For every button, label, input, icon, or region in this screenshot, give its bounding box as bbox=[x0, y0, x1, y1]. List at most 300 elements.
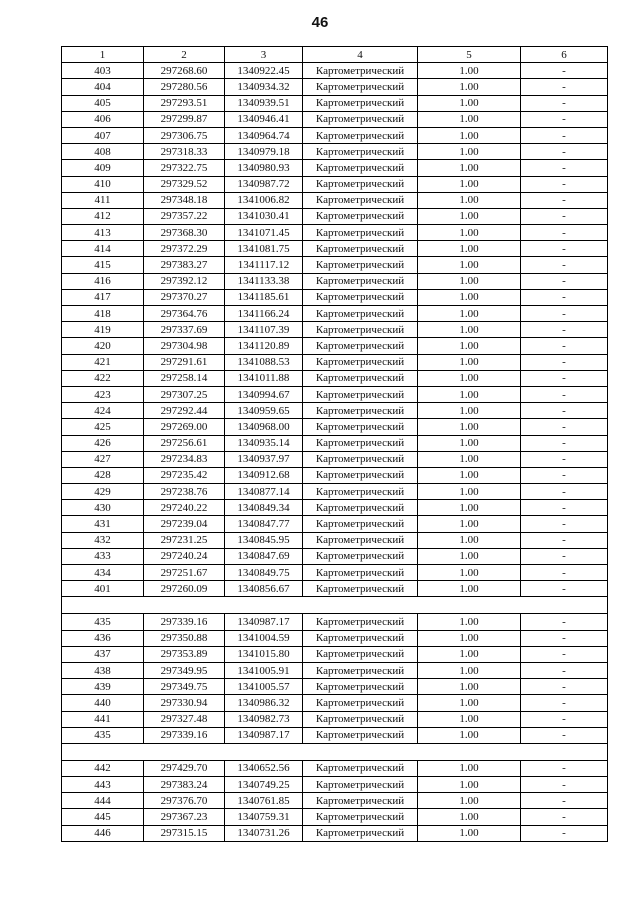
table-cell: - bbox=[521, 809, 608, 825]
table-cell: Картометрический bbox=[303, 370, 418, 386]
table-cell: 1340759.31 bbox=[225, 809, 303, 825]
table-cell: 297329.52 bbox=[144, 176, 225, 192]
table-cell bbox=[303, 743, 418, 760]
table-cell: 433 bbox=[62, 548, 144, 564]
table-cell: 1.00 bbox=[418, 241, 521, 257]
table-cell: 1.00 bbox=[418, 500, 521, 516]
table-cell: 1340761.85 bbox=[225, 793, 303, 809]
table-cell: 297239.04 bbox=[144, 516, 225, 532]
table-cell: 1340968.00 bbox=[225, 419, 303, 435]
table-cell: Картометрический bbox=[303, 192, 418, 208]
table-cell: 1.00 bbox=[418, 516, 521, 532]
table-cell: 297383.24 bbox=[144, 777, 225, 793]
table-cell bbox=[144, 743, 225, 760]
table-row bbox=[62, 111, 608, 127]
table-cell: 1.00 bbox=[418, 63, 521, 79]
table-cell: 297238.76 bbox=[144, 484, 225, 500]
table-cell: 1341005.91 bbox=[225, 662, 303, 678]
table-cell: 1340877.14 bbox=[225, 484, 303, 500]
table-cell: - bbox=[521, 144, 608, 160]
table-cell: 424 bbox=[62, 403, 144, 419]
table-cell: 1.00 bbox=[418, 679, 521, 695]
table-cell: 423 bbox=[62, 386, 144, 402]
table-cell: 421 bbox=[62, 354, 144, 370]
table-cell: Картометрический bbox=[303, 63, 418, 79]
table-cell: - bbox=[521, 516, 608, 532]
table-row bbox=[62, 386, 608, 402]
table-cell bbox=[521, 743, 608, 760]
table-cell: 432 bbox=[62, 532, 144, 548]
table-row bbox=[62, 403, 608, 419]
table-cell: - bbox=[521, 241, 608, 257]
table-cell: 1340849.75 bbox=[225, 565, 303, 581]
table-cell: - bbox=[521, 695, 608, 711]
table-row bbox=[62, 306, 608, 322]
table-cell: - bbox=[521, 306, 608, 322]
table-cell: 1.00 bbox=[418, 760, 521, 776]
table-cell: Картометрический bbox=[303, 760, 418, 776]
table-cell: 413 bbox=[62, 225, 144, 241]
table-cell: - bbox=[521, 63, 608, 79]
table-cell: - bbox=[521, 451, 608, 467]
table-cell: Картометрический bbox=[303, 727, 418, 743]
table-cell: 1341166.24 bbox=[225, 306, 303, 322]
table-row bbox=[62, 711, 608, 727]
table-cell: - bbox=[521, 289, 608, 305]
table-cell: 1.00 bbox=[418, 777, 521, 793]
column-header: 1 bbox=[62, 47, 144, 63]
table-cell: 1340847.77 bbox=[225, 516, 303, 532]
table-cell: 1340847.69 bbox=[225, 548, 303, 564]
table-cell: 1340934.32 bbox=[225, 79, 303, 95]
table-cell: 410 bbox=[62, 176, 144, 192]
table-cell: 446 bbox=[62, 825, 144, 841]
table-cell: - bbox=[521, 95, 608, 111]
table-cell: 297383.27 bbox=[144, 257, 225, 273]
table-cell: Картометрический bbox=[303, 95, 418, 111]
table-cell: 429 bbox=[62, 484, 144, 500]
table-cell: Картометрический bbox=[303, 548, 418, 564]
table-cell: 1340987.17 bbox=[225, 614, 303, 630]
table-cell: - bbox=[521, 662, 608, 678]
table-row bbox=[62, 435, 608, 451]
table-cell: 1.00 bbox=[418, 370, 521, 386]
table-cell: - bbox=[521, 370, 608, 386]
table-cell: Картометрический bbox=[303, 208, 418, 224]
table-row bbox=[62, 597, 608, 614]
table-cell: Картометрический bbox=[303, 614, 418, 630]
table-row bbox=[62, 208, 608, 224]
table-cell: 435 bbox=[62, 614, 144, 630]
table-cell: 1341005.57 bbox=[225, 679, 303, 695]
table-cell: 1.00 bbox=[418, 95, 521, 111]
table-cell: 442 bbox=[62, 760, 144, 776]
table-cell: - bbox=[521, 630, 608, 646]
table-cell: 1.00 bbox=[418, 793, 521, 809]
table-row bbox=[62, 662, 608, 678]
table-cell: 1.00 bbox=[418, 127, 521, 143]
table-cell: - bbox=[521, 825, 608, 841]
table-cell: 405 bbox=[62, 95, 144, 111]
table-row bbox=[62, 581, 608, 597]
table-cell: - bbox=[521, 711, 608, 727]
table-cell: - bbox=[521, 581, 608, 597]
table-cell bbox=[303, 597, 418, 614]
table-cell: 297372.29 bbox=[144, 241, 225, 257]
table-cell: 401 bbox=[62, 581, 144, 597]
table-cell: 1340939.51 bbox=[225, 95, 303, 111]
table-cell: 1.00 bbox=[418, 662, 521, 678]
table-row bbox=[62, 144, 608, 160]
table-cell: Картометрический bbox=[303, 289, 418, 305]
table-cell: 1.00 bbox=[418, 565, 521, 581]
table-cell: 1.00 bbox=[418, 160, 521, 176]
table-cell: 297353.89 bbox=[144, 646, 225, 662]
table-cell: 297349.95 bbox=[144, 662, 225, 678]
table-row bbox=[62, 241, 608, 257]
table-cell: 1340935.14 bbox=[225, 435, 303, 451]
table-cell: 297315.15 bbox=[144, 825, 225, 841]
table-cell bbox=[62, 743, 144, 760]
table-cell: Картометрический bbox=[303, 176, 418, 192]
table-row bbox=[62, 646, 608, 662]
table-cell: 411 bbox=[62, 192, 144, 208]
table-cell: Картометрический bbox=[303, 435, 418, 451]
table-cell: Картометрический bbox=[303, 144, 418, 160]
table-cell bbox=[225, 597, 303, 614]
table-cell: 420 bbox=[62, 338, 144, 354]
table-row bbox=[62, 679, 608, 695]
table-cell: Картометрический bbox=[303, 322, 418, 338]
table-cell: 427 bbox=[62, 451, 144, 467]
table-cell: 1.00 bbox=[418, 79, 521, 95]
table-row bbox=[62, 273, 608, 289]
table-cell: 1341004.59 bbox=[225, 630, 303, 646]
table-cell: - bbox=[521, 679, 608, 695]
table-cell: 297291.61 bbox=[144, 354, 225, 370]
table-cell: - bbox=[521, 79, 608, 95]
table-cell: - bbox=[521, 777, 608, 793]
table-cell: 1.00 bbox=[418, 548, 521, 564]
table-row bbox=[62, 95, 608, 111]
table-cell: - bbox=[521, 386, 608, 402]
table-cell: 1341107.39 bbox=[225, 322, 303, 338]
table-cell: 297376.70 bbox=[144, 793, 225, 809]
table-cell: 1340986.32 bbox=[225, 695, 303, 711]
table-cell: 297306.75 bbox=[144, 127, 225, 143]
column-header: 3 bbox=[225, 47, 303, 63]
table-cell: 297349.75 bbox=[144, 679, 225, 695]
table-cell: 403 bbox=[62, 63, 144, 79]
table-cell: 297240.24 bbox=[144, 548, 225, 564]
table-cell: 1.00 bbox=[418, 111, 521, 127]
table-cell: - bbox=[521, 257, 608, 273]
table-cell: 1.00 bbox=[418, 289, 521, 305]
column-header: 2 bbox=[144, 47, 225, 63]
table-cell: Картометрический bbox=[303, 662, 418, 678]
table-cell: - bbox=[521, 322, 608, 338]
table-cell: 1.00 bbox=[418, 306, 521, 322]
table-row bbox=[62, 565, 608, 581]
table-cell: Картометрический bbox=[303, 79, 418, 95]
table-cell: 438 bbox=[62, 662, 144, 678]
table-cell: 1341011.88 bbox=[225, 370, 303, 386]
table-cell: 1.00 bbox=[418, 727, 521, 743]
table-cell: 1340994.67 bbox=[225, 386, 303, 402]
table-cell: Картометрический bbox=[303, 403, 418, 419]
table-cell: 1340964.74 bbox=[225, 127, 303, 143]
table-cell: - bbox=[521, 225, 608, 241]
table-cell: 1340652.56 bbox=[225, 760, 303, 776]
table-cell: Картометрический bbox=[303, 306, 418, 322]
table-cell: 412 bbox=[62, 208, 144, 224]
table-cell bbox=[225, 743, 303, 760]
table-cell: 297280.56 bbox=[144, 79, 225, 95]
table-header-row bbox=[62, 47, 608, 63]
table-row bbox=[62, 516, 608, 532]
table-cell: Картометрический bbox=[303, 273, 418, 289]
table-cell: 1340922.45 bbox=[225, 63, 303, 79]
column-header: 6 bbox=[521, 47, 608, 63]
table-cell: 1341088.53 bbox=[225, 354, 303, 370]
table-row bbox=[62, 63, 608, 79]
table-cell: 297318.33 bbox=[144, 144, 225, 160]
table-row bbox=[62, 127, 608, 143]
table-cell: 297367.23 bbox=[144, 809, 225, 825]
table-cell: 297357.22 bbox=[144, 208, 225, 224]
table-row bbox=[62, 825, 608, 841]
table-cell: 1.00 bbox=[418, 532, 521, 548]
table-cell: 297258.14 bbox=[144, 370, 225, 386]
table-cell: 436 bbox=[62, 630, 144, 646]
table-row bbox=[62, 192, 608, 208]
table-cell: Картометрический bbox=[303, 225, 418, 241]
table-cell: - bbox=[521, 354, 608, 370]
table-cell: 1.00 bbox=[418, 646, 521, 662]
table-cell: 1.00 bbox=[418, 614, 521, 630]
table-cell bbox=[62, 597, 144, 614]
table-cell: 297348.18 bbox=[144, 192, 225, 208]
table-cell: 297231.25 bbox=[144, 532, 225, 548]
table-cell: 419 bbox=[62, 322, 144, 338]
page-number: 46 bbox=[311, 14, 329, 31]
table-cell: Картометрический bbox=[303, 419, 418, 435]
table-cell: Картометрический bbox=[303, 646, 418, 662]
table-cell: 1340912.68 bbox=[225, 467, 303, 483]
table-row bbox=[62, 614, 608, 630]
table-cell: Картометрический bbox=[303, 500, 418, 516]
table-cell: 430 bbox=[62, 500, 144, 516]
table-cell: 417 bbox=[62, 289, 144, 305]
table-row bbox=[62, 79, 608, 95]
table-cell: 444 bbox=[62, 793, 144, 809]
table-cell: 297392.12 bbox=[144, 273, 225, 289]
table-cell: 1340979.18 bbox=[225, 144, 303, 160]
table-cell: 1340959.65 bbox=[225, 403, 303, 419]
table-cell: 297268.60 bbox=[144, 63, 225, 79]
table-cell: 1.00 bbox=[418, 825, 521, 841]
table-cell: 1340849.34 bbox=[225, 500, 303, 516]
table-cell: Картометрический bbox=[303, 711, 418, 727]
table-cell: Картометрический bbox=[303, 241, 418, 257]
table-cell: 440 bbox=[62, 695, 144, 711]
table-cell: - bbox=[521, 419, 608, 435]
table-cell: 297368.30 bbox=[144, 225, 225, 241]
table-row bbox=[62, 777, 608, 793]
table-cell: 297339.16 bbox=[144, 727, 225, 743]
table-cell: 1341185.61 bbox=[225, 289, 303, 305]
table-cell: 297304.98 bbox=[144, 338, 225, 354]
table-cell: 406 bbox=[62, 111, 144, 127]
table-cell: 297234.83 bbox=[144, 451, 225, 467]
table-cell: 425 bbox=[62, 419, 144, 435]
table-cell: - bbox=[521, 338, 608, 354]
table-cell: 1.00 bbox=[418, 257, 521, 273]
table-cell: 414 bbox=[62, 241, 144, 257]
table-cell: - bbox=[521, 160, 608, 176]
table-cell: Картометрический bbox=[303, 111, 418, 127]
table-cell: 1.00 bbox=[418, 695, 521, 711]
table-cell: 437 bbox=[62, 646, 144, 662]
table-cell: Картометрический bbox=[303, 338, 418, 354]
table-cell: 1.00 bbox=[418, 581, 521, 597]
table-cell: 297339.16 bbox=[144, 614, 225, 630]
table-cell: 1340845.95 bbox=[225, 532, 303, 548]
table-cell: 1340731.26 bbox=[225, 825, 303, 841]
table-cell: 416 bbox=[62, 273, 144, 289]
table-cell: 1341117.12 bbox=[225, 257, 303, 273]
table-row bbox=[62, 484, 608, 500]
table-cell: Картометрический bbox=[303, 777, 418, 793]
table-row bbox=[62, 289, 608, 305]
table-cell: 426 bbox=[62, 435, 144, 451]
table-cell: - bbox=[521, 793, 608, 809]
table-cell: 1.00 bbox=[418, 322, 521, 338]
table-cell: Картометрический bbox=[303, 695, 418, 711]
table-cell: 1.00 bbox=[418, 144, 521, 160]
table-cell: 445 bbox=[62, 809, 144, 825]
table-cell: - bbox=[521, 208, 608, 224]
table-cell: 443 bbox=[62, 777, 144, 793]
table-cell: 297364.76 bbox=[144, 306, 225, 322]
table-cell: Картометрический bbox=[303, 127, 418, 143]
table-cell: 297251.67 bbox=[144, 565, 225, 581]
table-cell: 297299.87 bbox=[144, 111, 225, 127]
table-cell: 297293.51 bbox=[144, 95, 225, 111]
table-cell: 1340987.72 bbox=[225, 176, 303, 192]
table-cell: 422 bbox=[62, 370, 144, 386]
table-cell: 418 bbox=[62, 306, 144, 322]
table-row bbox=[62, 354, 608, 370]
table-cell: 1340946.41 bbox=[225, 111, 303, 127]
table-cell: 404 bbox=[62, 79, 144, 95]
table-row bbox=[62, 809, 608, 825]
table-cell: 297337.69 bbox=[144, 322, 225, 338]
table-cell: 1.00 bbox=[418, 451, 521, 467]
table-row bbox=[62, 176, 608, 192]
table-cell: 428 bbox=[62, 467, 144, 483]
table-row bbox=[62, 630, 608, 646]
table-row bbox=[62, 743, 608, 760]
table-cell: Картометрический bbox=[303, 581, 418, 597]
table-cell: 1.00 bbox=[418, 386, 521, 402]
table-cell: 297307.25 bbox=[144, 386, 225, 402]
table-cell: 441 bbox=[62, 711, 144, 727]
table-cell: Картометрический bbox=[303, 532, 418, 548]
table-cell: - bbox=[521, 565, 608, 581]
table-cell: 1341081.75 bbox=[225, 241, 303, 257]
table-cell: 1.00 bbox=[418, 809, 521, 825]
table-cell: Картометрический bbox=[303, 565, 418, 581]
table-cell: 407 bbox=[62, 127, 144, 143]
table-row bbox=[62, 532, 608, 548]
table-cell: 1340937.97 bbox=[225, 451, 303, 467]
table-cell: Картометрический bbox=[303, 793, 418, 809]
table-cell: Картометрический bbox=[303, 825, 418, 841]
table-cell: - bbox=[521, 127, 608, 143]
table-cell: 1340980.93 bbox=[225, 160, 303, 176]
table-cell: 297292.44 bbox=[144, 403, 225, 419]
table-cell: 297322.75 bbox=[144, 160, 225, 176]
table-cell: 1341030.41 bbox=[225, 208, 303, 224]
table-cell: - bbox=[521, 192, 608, 208]
table-cell: - bbox=[521, 548, 608, 564]
table-row bbox=[62, 695, 608, 711]
table-row bbox=[62, 322, 608, 338]
table-cell: 1340987.17 bbox=[225, 727, 303, 743]
table-row bbox=[62, 370, 608, 386]
table-cell bbox=[418, 743, 521, 760]
table-row bbox=[62, 338, 608, 354]
table-cell: 1341071.45 bbox=[225, 225, 303, 241]
table-body bbox=[62, 63, 608, 842]
table-cell: - bbox=[521, 500, 608, 516]
coordinates-table bbox=[61, 46, 608, 842]
table-cell: - bbox=[521, 532, 608, 548]
table-cell: 1.00 bbox=[418, 338, 521, 354]
table-cell bbox=[418, 597, 521, 614]
table-row bbox=[62, 451, 608, 467]
table-cell: 1.00 bbox=[418, 192, 521, 208]
table-row bbox=[62, 467, 608, 483]
table-cell bbox=[144, 597, 225, 614]
table-cell: 408 bbox=[62, 144, 144, 160]
table-cell: 297260.09 bbox=[144, 581, 225, 597]
table-cell: Картометрический bbox=[303, 467, 418, 483]
table-cell: 1.00 bbox=[418, 630, 521, 646]
table-cell: 297240.22 bbox=[144, 500, 225, 516]
table-row bbox=[62, 160, 608, 176]
table-cell: 1.00 bbox=[418, 467, 521, 483]
table-cell: Картометрический bbox=[303, 516, 418, 532]
table-cell: 434 bbox=[62, 565, 144, 581]
table-row bbox=[62, 419, 608, 435]
table-cell: 409 bbox=[62, 160, 144, 176]
table-cell: - bbox=[521, 727, 608, 743]
table-cell: Картометрический bbox=[303, 160, 418, 176]
table-cell: Картометрический bbox=[303, 630, 418, 646]
table-cell: - bbox=[521, 646, 608, 662]
table-cell: 1.00 bbox=[418, 176, 521, 192]
table-cell: Картометрический bbox=[303, 809, 418, 825]
table-cell: 297256.61 bbox=[144, 435, 225, 451]
table-row bbox=[62, 760, 608, 776]
table-cell: 297327.48 bbox=[144, 711, 225, 727]
table-cell: 435 bbox=[62, 727, 144, 743]
table-row bbox=[62, 793, 608, 809]
table-cell: - bbox=[521, 435, 608, 451]
table-cell: - bbox=[521, 111, 608, 127]
